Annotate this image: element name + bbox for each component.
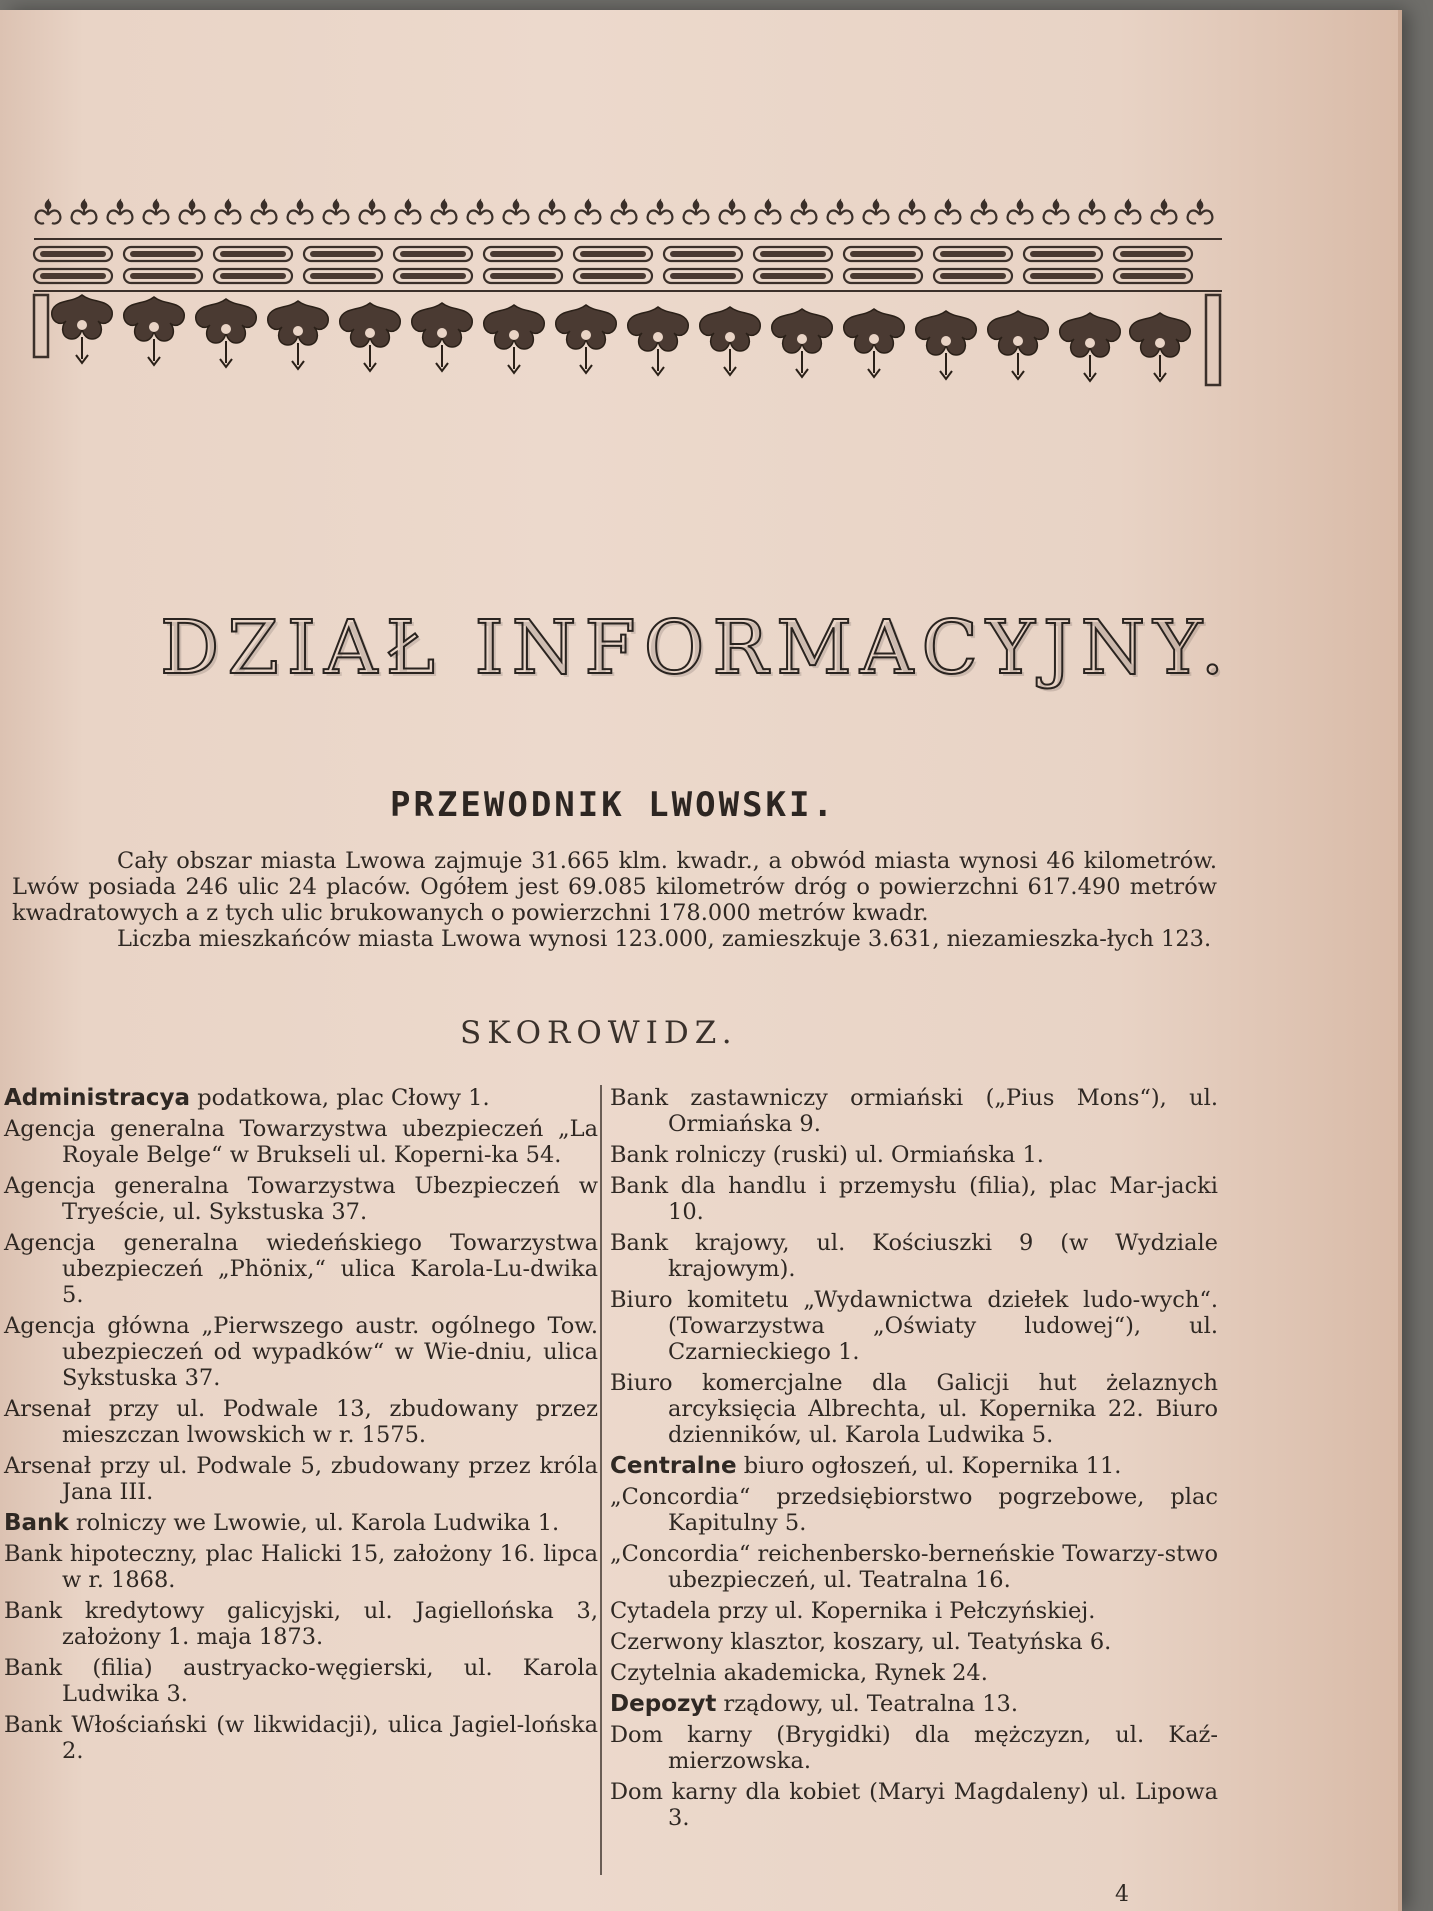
index-left-column <box>4 1085 598 1769</box>
intro-text <box>12 848 1217 952</box>
index-entry: Agencja generalna wiedeńskiego Towarzystwa ubezpieczeń „Phönix,“ ulica Karola-Lu-dwika 5. <box>4 1230 598 1308</box>
index-entry: Centralne biuro ogłoszeń, ul. Kopernika 11. <box>610 1453 1122 1479</box>
intro-paragraph: Cały obszar miasta Lwowa zajmuje 31.665 klm. kwadr., a obwód miasta wynosi 46 kilometrów. Lwów posiada 246 ulic 24 placów. Ogółem jest 69.085 kilometrów dróg o powierzchni 617.490 metrów kwadratowych a z tych ulic brukowanych o powierzchni 178.000 metrów kwadr. <box>12 848 1217 926</box>
index-entry: Cytadela przy ul. Kopernika i Pełczyńskiej. <box>610 1598 1096 1624</box>
index-title: SKOROWIDZ. <box>460 1015 738 1051</box>
index-entry: Bank zastawniczy ormiański („Pius Mons“), ul. Ormiańska 9. <box>610 1085 1218 1137</box>
index-entry: Bank krajowy, ul. Kościuszki 9 (w Wydziale krajowym). <box>610 1230 1218 1282</box>
index-right-column <box>610 1085 1218 1836</box>
page-number: 4 <box>1115 1882 1129 1907</box>
index-entry: Bank kredytowy galicyjski, ul. Jagiellońska 3, założony 1. maja 1873. <box>4 1598 598 1650</box>
section-heading: DZIAŁ INFORMACYJNY. <box>160 605 1233 691</box>
intro-paragraph: Liczba mieszkańców miasta Lwowa wynosi 123.000, zamieszkuje 3.631, niezamieszka-łych 123. <box>117 926 1212 952</box>
index-entry: Bank rolniczy we Lwowie, ul. Karola Ludwika 1. <box>4 1510 560 1536</box>
index-entry: Agencja główna „Pierwszego austr. ogólnego Tow. ubezpieczeń od wypadków“ w Wie-dniu, ulica Sykstuska 37. <box>4 1313 598 1391</box>
index-entry: Czytelnia akademicka, Rynek 24. <box>610 1660 988 1686</box>
column-divider <box>600 1085 602 1875</box>
index-entry: Agencja generalna Towarzystwa Ubezpieczeń w Tryeście, ul. Sykstuska 37. <box>4 1173 598 1225</box>
index-entry: „Concordia“ reichenbersko-berneńskie Towarzy-stwo ubezpieczeń, ul. Teatralna 16. <box>610 1541 1218 1593</box>
index-entry: Agencja generalna Towarzystwa ubezpieczeń „La Royale Belge“ w Brukseli ul. Koperni-ka 54. <box>4 1116 598 1168</box>
index-entry: Arsenał przy ul. Podwale 5, zbudowany przez króla Jana III. <box>4 1453 598 1505</box>
index-entry: Czerwony klasztor, koszary, ul. Teatyńska 6. <box>610 1629 1112 1655</box>
index-entry: Biuro komitetu „Wydawnictwa dziełek ludo-wych“. (Towarzystwa „Oświaty ludowej“), ul. Czarnieckiego 1. <box>610 1287 1218 1365</box>
index-entry: Administracya podatkowa, plac Cłowy 1. <box>4 1085 490 1111</box>
index-entry: „Concordia“ przedsiębiorstwo pogrzebowe, plac Kapitulny 5. <box>610 1484 1218 1536</box>
index-entry: Bank hipoteczny, plac Halicki 15, założony 16. lipca w r. 1868. <box>4 1541 598 1593</box>
index-entry: Bank rolniczy (ruski) ul. Ormiańska 1. <box>610 1142 1044 1168</box>
index-entry: Depozyt rządowy, ul. Teatralna 13. <box>610 1691 1018 1717</box>
guide-title: PRZEWODNIK LWOWSKI. <box>390 785 836 825</box>
index-entry: Bank (filia) austryacko-węgierski, ul. Karola Ludwika 3. <box>4 1655 598 1707</box>
ornamental-border <box>30 195 1225 395</box>
index-entry: Arsenał przy ul. Podwale 13, zbudowany przez mieszczan lwowskich w r. 1575. <box>4 1396 598 1448</box>
index-entry: Bank Włościański (w likwidacji), ulica Jagiel-lońska 2. <box>4 1712 598 1764</box>
index-entry: Biuro komercjalne dla Galicji hut żelaznych arcyksięcia Albrechta, ul. Kopernika 22. Biuro dzienników, ul. Karola Ludwika 5. <box>610 1370 1218 1448</box>
index-entry: Dom karny dla kobiet (Maryi Magdaleny) ul. Lipowa 3. <box>610 1779 1218 1831</box>
book-page <box>0 10 1398 1911</box>
index-entry: Dom karny (Brygidki) dla mężczyzn, ul. Kaź-mierzowska. <box>610 1722 1218 1774</box>
index-entry: Bank dla handlu i przemysłu (filia), plac Mar-jacki 10. <box>610 1173 1218 1225</box>
